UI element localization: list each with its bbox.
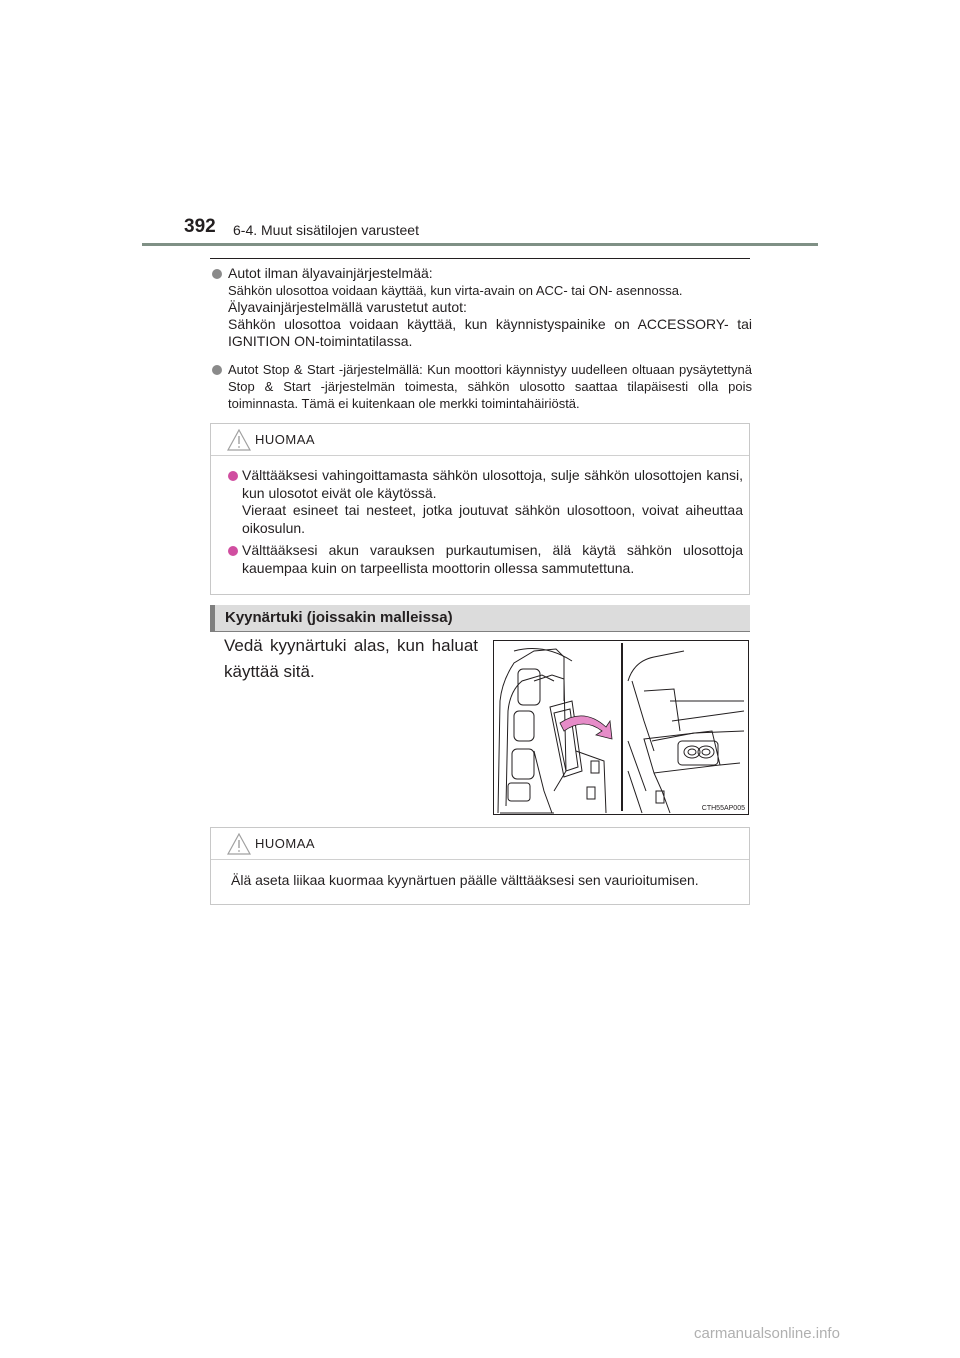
section-heading xyxy=(210,605,750,631)
bullet-line: Sähkön ulosottoa voidaan käyttää, kun virta-avain on ACC- tai ON- asennossa. xyxy=(228,283,683,298)
bullet-line: Autot ilman älyavainjärjestelmää: xyxy=(228,265,433,281)
bullet-line: Älyavainjärjestelmällä varustetut autot: xyxy=(228,299,467,315)
bullet-dot-icon xyxy=(212,269,222,279)
caution-line: Välttääksesi vahingoittamasta sähkön ulosottoja, sulje sähkön ulosottojen kansi, kun ulosotot eivät ole käytössä. xyxy=(242,467,743,501)
section-title: 6-4. Muut sisätilojen varusteet xyxy=(233,222,419,238)
section-heading-rule xyxy=(210,631,750,632)
armrest-seat-drawing xyxy=(494,641,748,814)
caution-box xyxy=(210,423,750,595)
caution-item xyxy=(231,872,746,890)
section-heading-text: Kyynärtuki (joissakin malleissa) xyxy=(225,609,453,626)
caution-title: HUOMAA xyxy=(255,432,316,447)
caution-divider xyxy=(211,455,749,456)
pull-down-arrow-icon xyxy=(560,716,612,739)
caution-line: Vieraat esineet tai nesteet, jotka joutuvat sähkön ulosottoon, voivat aiheuttaa oikosulun. xyxy=(242,502,743,536)
header-rule xyxy=(142,243,818,246)
armrest-instruction: Vedä kyynärtuki alas, kun haluat käyttää sitä. xyxy=(224,636,478,681)
caution-item xyxy=(228,542,743,577)
bullet-item xyxy=(212,265,752,350)
watermark-text: carmanualsonline.info xyxy=(694,1325,840,1342)
caution-box xyxy=(210,827,750,905)
warning-triangle-icon xyxy=(227,429,251,451)
caution-line: Välttääksesi akun varauksen purkautumisen, älä käytä sähkön ulosottoja kauempaa kuin on tarpeellista moottorin ollessa sammutettuna. xyxy=(242,542,743,576)
bullet-dot-icon xyxy=(228,471,238,481)
caution-title: HUOMAA xyxy=(255,836,316,851)
armrest-illustration xyxy=(493,640,749,815)
bullet-dot-icon xyxy=(212,365,222,375)
bullet-dot-icon xyxy=(228,546,238,556)
page-number: 392 xyxy=(184,216,216,237)
caution-line: Älä aseta liikaa kuormaa kyynärtuen päälle välttääksesi sen vaurioitumisen. xyxy=(231,872,699,888)
bullet-line: Sähkön ulosottoa voidaan käyttää, kun käynnistyspainike on ACCESSORY- tai IGNITION ON-toimintatilassa. xyxy=(228,316,752,349)
caution-divider xyxy=(211,859,749,860)
bullet-item xyxy=(212,361,752,412)
figure-code: CTH55AP005 xyxy=(701,805,745,812)
warning-triangle-icon xyxy=(227,833,251,855)
bullet-line: Autot Stop & Start -järjestelmällä: Kun moottori käynnistyy uudelleen oltuaan pysäytettynä Stop & Start -järjestelmän toimesta, sähkön ulosotto saattaa tilapäisesti olla pois toiminnasta. Tämä ei kuitenkaan ole merkki toimintahäiriöstä. xyxy=(228,362,752,411)
content-top-rule xyxy=(210,258,750,259)
caution-item xyxy=(228,467,743,537)
